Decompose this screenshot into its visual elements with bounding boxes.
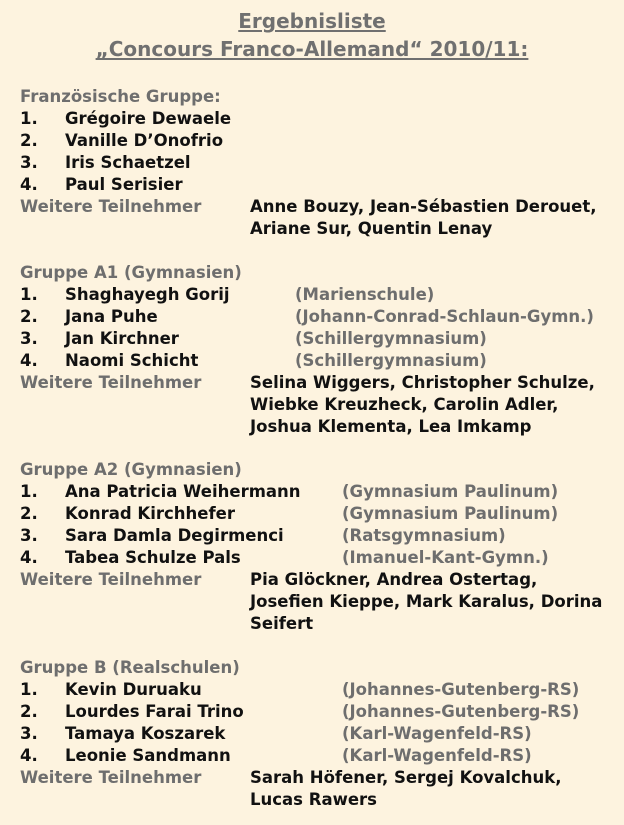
title-line-2: „Concours Franco-Allemand“ 2010/11:: [95, 37, 529, 61]
participant-name: Jana Puhe: [65, 307, 158, 326]
rank: 4.: [20, 746, 38, 765]
further-participants-names: Anne Bouzy, Jean-Sébastien Derouet, Ariane Sur, Quentin Lenay: [250, 197, 597, 238]
school-name: (Karl-Wagenfeld-RS): [342, 746, 532, 765]
participant-name: Tabea Schulze Pals: [65, 548, 241, 567]
school-name: (Schillergymnasium): [295, 329, 487, 348]
school-name: (Gymnasium Paulinum): [342, 482, 559, 501]
school-name: (Johannes-Gutenberg-RS): [342, 680, 580, 699]
participant-name: Sara Damla Degirmenci: [65, 526, 284, 545]
further-participants-label: Weitere Teilnehmer: [20, 373, 202, 392]
rank: 2.: [20, 131, 38, 150]
group-heading: Gruppe A2 (Gymnasien): [20, 460, 242, 479]
rank: 1.: [20, 680, 38, 699]
participant-name: Iris Schaetzel: [65, 153, 191, 172]
participant-name: Shaghayegh Gorij: [65, 285, 230, 304]
title-line-1: Ergebnisliste: [238, 9, 386, 33]
participant-name: Jan Kirchner: [65, 329, 179, 348]
participant-name: Vanille D’Onofrio: [65, 131, 224, 150]
participant-name: Tamaya Koszarek: [65, 724, 226, 743]
further-participants-label: Weitere Teilnehmer: [20, 197, 202, 216]
rank: 2.: [20, 702, 38, 721]
rank: 3.: [20, 329, 38, 348]
further-participants-names: Selina Wiggers, Christopher Schulze, Wiebke Kreuzheck, Carolin Adler, Joshua Klementa, Lea Imkamp: [250, 373, 595, 436]
participant-name: Grégoire Dewaele: [65, 109, 232, 128]
rank: 2.: [20, 307, 38, 326]
participant-name: Leonie Sandmann: [65, 746, 231, 765]
participant-name: Kevin Duruaku: [65, 680, 202, 699]
group-heading: Französische Gruppe:: [20, 87, 221, 106]
rank: 3.: [20, 526, 38, 545]
participant-name: Lourdes Farai Trino: [65, 702, 244, 721]
school-name: (Johann-Conrad-Schlaun-Gymn.): [295, 307, 594, 326]
group-heading: Gruppe B (Realschulen): [20, 658, 240, 677]
participant-name: Naomi Schicht: [65, 351, 199, 370]
further-participants-label: Weitere Teilnehmer: [20, 570, 202, 589]
school-name: (Johannes-Gutenberg-RS): [342, 702, 580, 721]
rank: 3.: [20, 153, 38, 172]
school-name: (Marienschule): [295, 285, 435, 304]
rank: 1.: [20, 285, 38, 304]
rank: 4.: [20, 548, 38, 567]
rank: 2.: [20, 504, 38, 523]
participant-name: Ana Patricia Weihermann: [65, 482, 301, 501]
rank: 4.: [20, 175, 38, 194]
participant-name: Paul Serisier: [65, 175, 183, 194]
participant-name: Konrad Kirchhefer: [65, 504, 235, 523]
school-name: (Gymnasium Paulinum): [342, 504, 559, 523]
school-name: (Imanuel-Kant-Gymn.): [342, 548, 549, 567]
school-name: (Karl-Wagenfeld-RS): [342, 724, 532, 743]
rank: 1.: [20, 109, 38, 128]
school-name: (Ratsgymnasium): [342, 526, 506, 545]
school-name: (Schillergymnasium): [295, 351, 487, 370]
group-heading: Gruppe A1 (Gymnasien): [20, 263, 242, 282]
rank: 4.: [20, 351, 38, 370]
rank: 1.: [20, 482, 38, 501]
further-participants-label: Weitere Teilnehmer: [20, 768, 202, 787]
rank: 3.: [20, 724, 38, 743]
further-participants-names: Pia Glöckner, Andrea Ostertag, Josefien Kieppe, Mark Karalus, Dorina Seifert: [250, 570, 603, 633]
further-participants-names: Sarah Höfener, Sergej Kovalchuk, Lucas Rawers: [250, 768, 562, 809]
